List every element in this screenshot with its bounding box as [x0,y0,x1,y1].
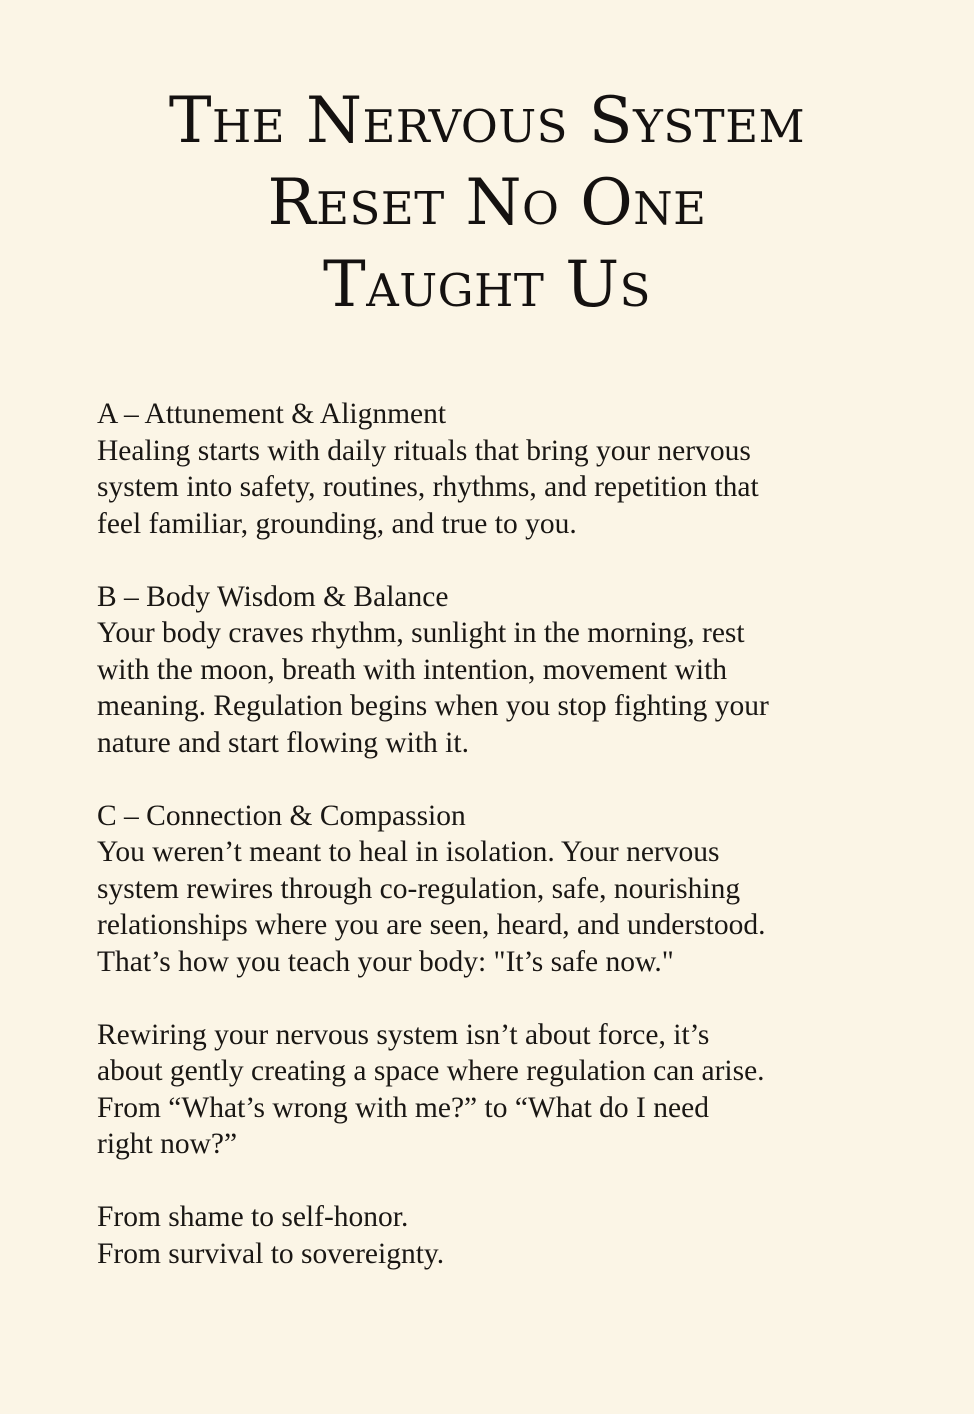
section-body-wisdom [97,579,897,762]
paragraph-line: meaning. Regulation begins when you stop fighting your [97,690,769,722]
paragraph-line: Rewiring your nervous system isn’t about force, it’s [97,1018,710,1051]
title-line: Taught Us [323,248,651,322]
closing-paragraph [97,1017,897,1163]
paragraph-line: Your body craves rhythm, sunlight in the morning, rest [97,617,745,649]
paragraph-line: right now?” [97,1128,238,1160]
paragraph-line: with the moon, breath with intention, movement with [97,653,728,686]
final-line: From survival to sovereignty. [97,1237,445,1270]
paragraph-line: From “What’s wrong with me?” to “What do I need [97,1091,709,1124]
paragraph-line: system into safety, routines, rhythms, and repetition that [97,471,759,503]
section-heading: C – Connection & Compassion [97,799,466,832]
paragraph-line: relationships where you are seen, heard, and understood. [97,909,766,941]
final-line: From shame to self-honor. [97,1201,409,1233]
paragraph-line: You weren’t meant to heal in isolation. Your nervous [97,836,720,868]
paragraph-line: feel familiar, grounding, and true to you. [97,507,577,540]
paragraph-line: Healing starts with daily rituals that bring your nervous [97,434,751,467]
section-connection [97,798,897,981]
final-lines [97,1199,897,1272]
section-heading: A – Attunement & Alignment [97,398,447,430]
page-title [60,80,914,326]
title-line: Reset No One [267,166,707,240]
section-attunement [97,396,897,542]
paragraph-line: system rewires through co-regulation, safe, nourishing [97,872,741,905]
title-line: The Nervous System [168,84,806,158]
body-text [97,396,897,1309]
section-heading: B – Body Wisdom & Balance [97,580,449,613]
paragraph-line: nature and start flowing with it. [97,726,469,759]
paragraph-line: That’s how you teach your body: "It’s safe now." [97,945,674,978]
paragraph-line: about gently creating a space where regulation can arise. [97,1055,765,1087]
